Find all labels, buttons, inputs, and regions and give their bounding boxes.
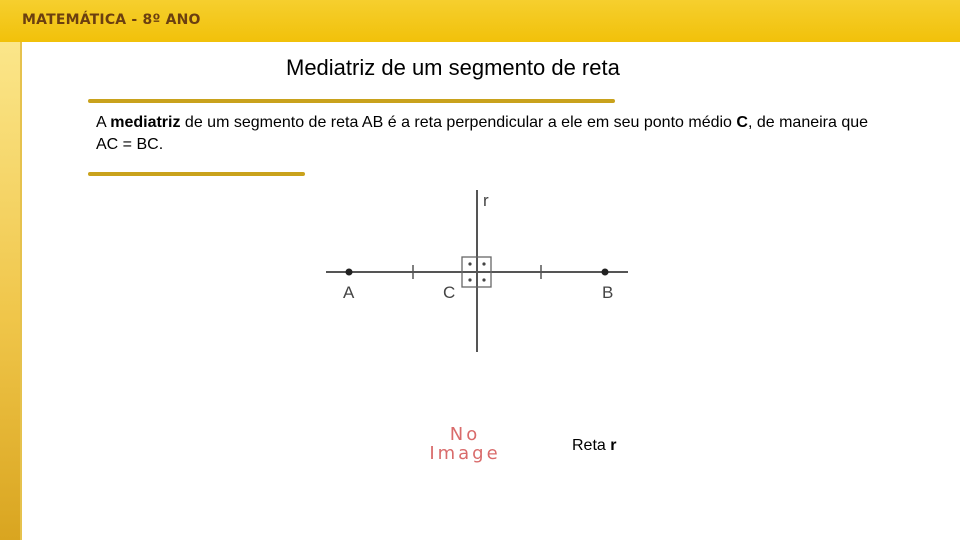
definition-text-2: de um segmento de reta AB é a reta perpendicular a ele em seu ponto médio bbox=[180, 114, 737, 131]
sidebar-divider bbox=[20, 42, 22, 540]
right-angle-dot-2 bbox=[482, 262, 485, 265]
point-b-marker bbox=[602, 269, 609, 276]
subject-label: MATEMÁTICA - 8º ANO bbox=[22, 12, 201, 28]
caption-line-name: r bbox=[610, 437, 617, 454]
line-r-label: r bbox=[483, 191, 489, 210]
point-c-label: C bbox=[443, 283, 456, 302]
definition-text-3: , de maneira que AC = BC. bbox=[96, 114, 869, 153]
paragraph-underline bbox=[88, 172, 305, 176]
point-a-marker bbox=[346, 269, 353, 276]
header-bar bbox=[0, 0, 960, 42]
definition-text-1: A bbox=[96, 114, 111, 131]
right-angle-dot-3 bbox=[468, 278, 471, 281]
missing-image-placeholder bbox=[414, 425, 516, 463]
definition-term: mediatriz bbox=[110, 114, 181, 131]
perpendicular-bisector-diagram bbox=[320, 185, 640, 360]
caption-prefix: Reta bbox=[572, 437, 611, 454]
right-angle-dot-1 bbox=[468, 262, 471, 265]
slide-title: Mediatriz de um segmento de reta bbox=[286, 55, 620, 80]
left-sidebar-band bbox=[0, 42, 20, 540]
point-b-label: B bbox=[602, 283, 614, 302]
placeholder-line-2: Image bbox=[429, 443, 501, 463]
definition-paragraph bbox=[96, 112, 886, 156]
point-a-label: A bbox=[343, 283, 355, 302]
definition-midpoint: C bbox=[736, 114, 748, 131]
title-underline bbox=[88, 99, 615, 103]
image-caption bbox=[572, 437, 616, 455]
right-angle-dot-4 bbox=[482, 278, 485, 281]
placeholder-line-1: No bbox=[449, 425, 481, 445]
